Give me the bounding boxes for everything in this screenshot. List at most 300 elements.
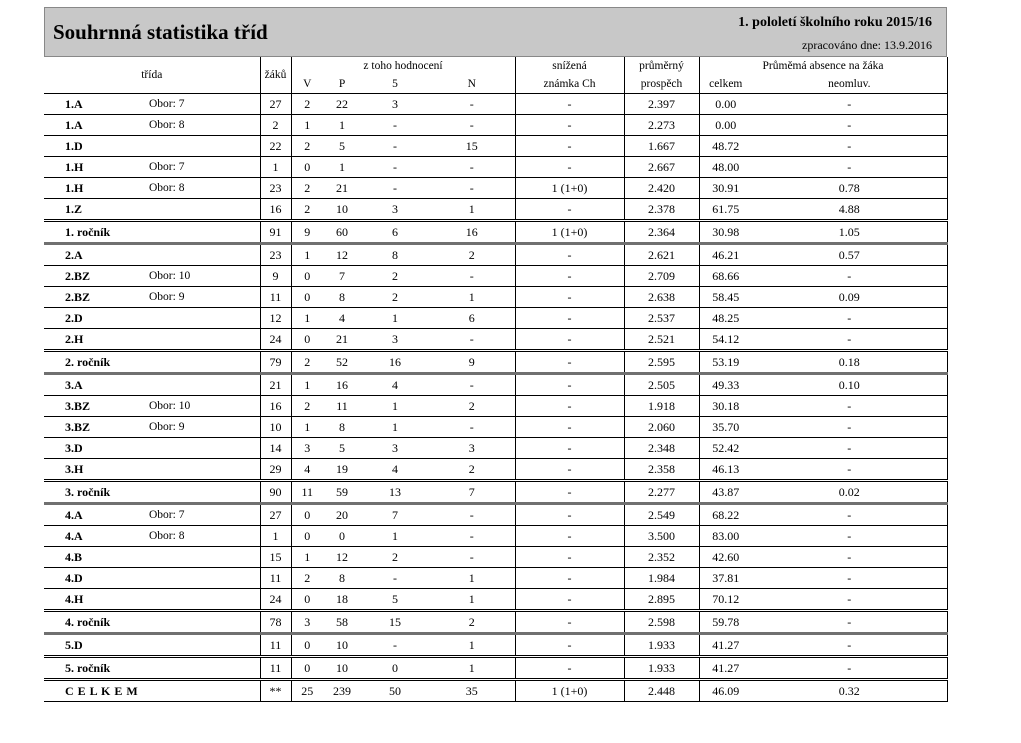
cell-5: 5 — [361, 589, 429, 611]
cell-n: 2 — [429, 396, 515, 417]
class-name: 2.H — [65, 331, 84, 346]
cell-absence-unexcused: - — [752, 417, 947, 438]
cell-reduced: - — [515, 351, 624, 374]
year-summary-row — [44, 611, 947, 634]
cell-5: 3 — [361, 438, 429, 459]
cell-p: 10 — [323, 634, 361, 657]
cell-v: 2 — [291, 94, 323, 115]
cell-avg: 2.352 — [624, 547, 699, 568]
class-name: 4.A — [65, 528, 83, 543]
cell-5: 2 — [361, 266, 429, 287]
table-row — [44, 634, 947, 657]
cell-reduced: - — [515, 438, 624, 459]
cell-p: 19 — [323, 459, 361, 481]
cell-p: 11 — [323, 396, 361, 417]
cell-5: - — [361, 178, 429, 199]
cell-p: 0 — [323, 526, 361, 547]
class-name: 3.BZ — [65, 398, 91, 413]
cell-5: 16 — [361, 351, 429, 374]
cell-absence-total: 46.13 — [699, 459, 752, 481]
cell-class-group — [44, 438, 260, 459]
col-pupils: žáků — [260, 57, 291, 94]
cell-n: - — [429, 329, 515, 351]
cell-v: 9 — [291, 221, 323, 244]
cell-p: 58 — [323, 611, 361, 634]
table-row — [44, 308, 947, 329]
cell-reduced: - — [515, 657, 624, 680]
cell-n: - — [429, 547, 515, 568]
obor-label: Obor: 7 — [149, 98, 185, 110]
table-row — [44, 526, 947, 547]
cell-absence-total: 48.00 — [699, 157, 752, 178]
cell-n: 15 — [429, 136, 515, 157]
cell-absence-unexcused: 0.78 — [752, 178, 947, 199]
obor-label: Obor: 8 — [149, 119, 185, 131]
cell-absence-total: 46.21 — [699, 244, 752, 266]
cell-absence-unexcused: - — [752, 526, 947, 547]
cell-pupils: 1 — [260, 526, 291, 547]
cell-pupils: 1 — [260, 157, 291, 178]
cell-absence-unexcused: - — [752, 157, 947, 178]
cell-class-group — [44, 351, 260, 374]
cell-v: 0 — [291, 329, 323, 351]
cell-pupils: 27 — [260, 94, 291, 115]
cell-avg: 2.667 — [624, 157, 699, 178]
cell-absence-total: 52.42 — [699, 438, 752, 459]
obor-label: Obor: 10 — [149, 270, 191, 282]
cell-absence-unexcused: 1.05 — [752, 221, 947, 244]
cell-5: 1 — [361, 526, 429, 547]
cell-absence-unexcused: - — [752, 308, 947, 329]
cell-pupils: 10 — [260, 417, 291, 438]
cell-absence-total: 46.09 — [699, 680, 752, 702]
table-row — [44, 115, 947, 136]
cell-pupils: 23 — [260, 178, 291, 199]
cell-class-group — [44, 680, 260, 702]
cell-reduced: - — [515, 526, 624, 547]
class-name: 2.BZ — [65, 289, 91, 304]
cell-absence-unexcused: - — [752, 589, 947, 611]
cell-5: 0 — [361, 657, 429, 680]
cell-p: 8 — [323, 287, 361, 308]
cell-v: 3 — [291, 611, 323, 634]
cell-reduced: - — [515, 94, 624, 115]
cell-absence-total: 54.12 — [699, 329, 752, 351]
cell-avg: 2.348 — [624, 438, 699, 459]
cell-absence-total: 43.87 — [699, 481, 752, 504]
cell-pupils: 11 — [260, 634, 291, 657]
year-summary-row — [44, 221, 947, 244]
cell-absence-total: 70.12 — [699, 589, 752, 611]
col-reduced-1: snížená — [515, 57, 624, 75]
cell-pupils: 79 — [260, 351, 291, 374]
cell-avg: 1.933 — [624, 657, 699, 680]
table-row — [44, 266, 947, 287]
class-name: 2. ročník — [65, 354, 111, 369]
obor-label: Obor: 9 — [149, 291, 185, 303]
cell-p: 239 — [323, 680, 361, 702]
report-header — [44, 7, 947, 57]
cell-class-group — [44, 178, 260, 199]
col-avg-1: průměrný — [624, 57, 699, 75]
cell-pupils: 91 — [260, 221, 291, 244]
cell-reduced: - — [515, 547, 624, 568]
cell-class-group — [44, 287, 260, 308]
cell-reduced: - — [515, 589, 624, 611]
class-name: 1. ročník — [65, 224, 111, 239]
cell-absence-total: 53.19 — [699, 351, 752, 374]
cell-p: 5 — [323, 136, 361, 157]
class-name: 3.H — [65, 461, 84, 476]
table-row — [44, 568, 947, 589]
col-absence-total: celkem — [699, 75, 752, 94]
cell-pupils: ** — [260, 680, 291, 702]
cell-reduced: - — [515, 115, 624, 136]
cell-class-group — [44, 589, 260, 611]
cell-pupils: 15 — [260, 547, 291, 568]
cell-p: 60 — [323, 221, 361, 244]
cell-absence-unexcused: - — [752, 547, 947, 568]
cell-n: 1 — [429, 657, 515, 680]
table-body — [44, 94, 947, 702]
cell-5: - — [361, 568, 429, 589]
cell-absence-unexcused: - — [752, 94, 947, 115]
class-name: 2.D — [65, 310, 83, 325]
class-name: 1.H — [65, 159, 84, 174]
table-row — [44, 199, 947, 221]
obor-label: Obor: 7 — [149, 509, 185, 521]
cell-n: - — [429, 178, 515, 199]
cell-p: 59 — [323, 481, 361, 504]
cell-absence-total: 48.72 — [699, 136, 752, 157]
col-p: P — [338, 78, 346, 90]
cell-class-group — [44, 244, 260, 266]
cell-n: - — [429, 94, 515, 115]
cell-reduced: - — [515, 199, 624, 221]
cell-5: 8 — [361, 244, 429, 266]
class-stats-table — [44, 57, 947, 702]
cell-p: 12 — [323, 547, 361, 568]
class-name: 2.A — [65, 247, 83, 262]
cell-avg: 2.420 — [624, 178, 699, 199]
cell-5: 7 — [361, 504, 429, 526]
cell-avg: 2.598 — [624, 611, 699, 634]
cell-n: 1 — [429, 589, 515, 611]
cell-reduced: - — [515, 459, 624, 481]
cell-class-group — [44, 94, 260, 115]
class-name: 3.A — [65, 377, 83, 392]
cell-pupils: 24 — [260, 589, 291, 611]
cell-p: 20 — [323, 504, 361, 526]
class-name: 1.A — [65, 117, 83, 132]
cell-avg: 2.549 — [624, 504, 699, 526]
cell-absence-total: 59.78 — [699, 611, 752, 634]
cell-5: 15 — [361, 611, 429, 634]
obor-label: Obor: 7 — [149, 161, 185, 173]
cell-class-group — [44, 481, 260, 504]
cell-n: - — [429, 374, 515, 396]
table-header — [44, 57, 947, 94]
cell-reduced: 1 (1+0) — [515, 221, 624, 244]
cell-avg: 1.984 — [624, 568, 699, 589]
cell-reduced: - — [515, 504, 624, 526]
cell-5: 50 — [361, 680, 429, 702]
cell-absence-total: 0.00 — [699, 115, 752, 136]
class-name: 4.A — [65, 507, 83, 522]
class-name: 5.D — [65, 637, 83, 652]
report-title: Souhrnná statistika tříd — [53, 20, 268, 44]
cell-reduced: 1 (1+0) — [515, 680, 624, 702]
cell-absence-unexcused: 0.09 — [752, 287, 947, 308]
cell-pupils: 23 — [260, 244, 291, 266]
cell-n: - — [429, 266, 515, 287]
cell-absence-total: 30.18 — [699, 396, 752, 417]
cell-pupils: 24 — [260, 329, 291, 351]
cell-class-group — [44, 374, 260, 396]
cell-pupils: 22 — [260, 136, 291, 157]
table-row — [44, 136, 947, 157]
cell-absence-total: 41.27 — [699, 634, 752, 657]
cell-reduced: - — [515, 266, 624, 287]
cell-5: - — [361, 157, 429, 178]
class-name: 4.B — [65, 549, 83, 564]
table-row — [44, 244, 947, 266]
cell-p: 7 — [323, 266, 361, 287]
class-name: 1.D — [65, 138, 83, 153]
cell-n: - — [429, 157, 515, 178]
cell-v: 0 — [291, 589, 323, 611]
class-name: 1.Z — [65, 201, 83, 216]
cell-pupils: 14 — [260, 438, 291, 459]
col-5: 5 — [392, 78, 398, 90]
cell-5: 13 — [361, 481, 429, 504]
cell-5: 6 — [361, 221, 429, 244]
cell-v: 1 — [291, 115, 323, 136]
school-period: 1. pololetí školního roku 2015/16 — [738, 15, 932, 30]
table-row — [44, 504, 947, 526]
cell-class-group — [44, 459, 260, 481]
cell-absence-unexcused: - — [752, 115, 947, 136]
cell-v: 2 — [291, 568, 323, 589]
col-absence-group: Průměmá absence na žáka — [699, 57, 947, 75]
cell-v: 0 — [291, 157, 323, 178]
cell-absence-unexcused: 0.32 — [752, 680, 947, 702]
cell-reduced: - — [515, 308, 624, 329]
cell-reduced: - — [515, 417, 624, 438]
col-class: třída — [141, 69, 163, 81]
col-absence-unexcused: neomluv. — [828, 78, 871, 90]
cell-avg: 1.667 — [624, 136, 699, 157]
cell-avg: 1.918 — [624, 396, 699, 417]
cell-v: 0 — [291, 526, 323, 547]
cell-absence-total: 83.00 — [699, 526, 752, 547]
cell-reduced: - — [515, 287, 624, 308]
cell-absence-unexcused: - — [752, 136, 947, 157]
cell-class-group — [44, 329, 260, 351]
cell-avg: 2.505 — [624, 374, 699, 396]
cell-absence-unexcused: - — [752, 329, 947, 351]
cell-absence-unexcused: - — [752, 459, 947, 481]
cell-v: 0 — [291, 504, 323, 526]
report — [44, 7, 947, 702]
cell-absence-unexcused: 0.02 — [752, 481, 947, 504]
cell-p: 12 — [323, 244, 361, 266]
cell-p: 16 — [323, 374, 361, 396]
class-name: 4. ročník — [65, 614, 111, 629]
class-name: 5. ročník — [65, 660, 111, 675]
year-summary-row — [44, 657, 947, 680]
cell-v: 0 — [291, 657, 323, 680]
table-row — [44, 459, 947, 481]
cell-pupils: 9 — [260, 266, 291, 287]
cell-avg: 2.537 — [624, 308, 699, 329]
cell-p: 22 — [323, 94, 361, 115]
cell-n: 6 — [429, 308, 515, 329]
cell-absence-total: 41.27 — [699, 657, 752, 680]
cell-avg: 2.521 — [624, 329, 699, 351]
cell-p: 5 — [323, 438, 361, 459]
cell-p: 8 — [323, 568, 361, 589]
cell-p: 1 — [323, 115, 361, 136]
cell-absence-total: 30.98 — [699, 221, 752, 244]
table-row — [44, 438, 947, 459]
cell-v: 0 — [291, 266, 323, 287]
class-name: 1.A — [65, 96, 83, 111]
cell-avg: 2.364 — [624, 221, 699, 244]
cell-5: - — [361, 136, 429, 157]
cell-v: 11 — [291, 481, 323, 504]
cell-n: 3 — [429, 438, 515, 459]
cell-reduced: - — [515, 374, 624, 396]
cell-n: - — [429, 417, 515, 438]
cell-avg: 2.638 — [624, 287, 699, 308]
table-row — [44, 287, 947, 308]
cell-absence-unexcused: - — [752, 396, 947, 417]
cell-n: 9 — [429, 351, 515, 374]
cell-absence-total: 58.45 — [699, 287, 752, 308]
table-row — [44, 374, 947, 396]
class-name: 4.D — [65, 570, 83, 585]
cell-reduced: - — [515, 611, 624, 634]
cell-p: 10 — [323, 657, 361, 680]
cell-n: - — [429, 504, 515, 526]
cell-class-group — [44, 396, 260, 417]
cell-5: 1 — [361, 308, 429, 329]
cell-avg: 2.277 — [624, 481, 699, 504]
cell-absence-unexcused: - — [752, 438, 947, 459]
cell-absence-total: 61.75 — [699, 199, 752, 221]
cell-absence-unexcused: - — [752, 611, 947, 634]
cell-absence-unexcused: - — [752, 504, 947, 526]
cell-p: 18 — [323, 589, 361, 611]
cell-n: 35 — [429, 680, 515, 702]
cell-v: 1 — [291, 374, 323, 396]
cell-absence-unexcused: 0.10 — [752, 374, 947, 396]
cell-5: - — [361, 115, 429, 136]
table-row — [44, 157, 947, 178]
cell-class-group — [44, 266, 260, 287]
cell-pupils: 12 — [260, 308, 291, 329]
obor-label: Obor: 10 — [149, 400, 191, 412]
cell-avg: 3.500 — [624, 526, 699, 547]
cell-p: 10 — [323, 199, 361, 221]
cell-absence-unexcused: 4.88 — [752, 199, 947, 221]
cell-p: 52 — [323, 351, 361, 374]
col-avg-2: prospěch — [624, 75, 699, 94]
cell-pupils: 29 — [260, 459, 291, 481]
cell-reduced: - — [515, 568, 624, 589]
cell-class-group — [44, 634, 260, 657]
cell-absence-unexcused: - — [752, 568, 947, 589]
processed-date: zpracováno dne: 13.9.2016 — [802, 38, 932, 52]
cell-5: 4 — [361, 459, 429, 481]
cell-class-group — [44, 526, 260, 547]
cell-absence-total: 49.33 — [699, 374, 752, 396]
cell-v: 4 — [291, 459, 323, 481]
cell-n: - — [429, 526, 515, 547]
cell-5: 3 — [361, 199, 429, 221]
class-name: 3. ročník — [65, 484, 111, 499]
cell-v: 1 — [291, 417, 323, 438]
cell-n: 2 — [429, 459, 515, 481]
table-row — [44, 329, 947, 351]
cell-class-group — [44, 136, 260, 157]
cell-5: - — [361, 634, 429, 657]
cell-pupils: 21 — [260, 374, 291, 396]
cell-absence-total: 68.66 — [699, 266, 752, 287]
cell-absence-total: 48.25 — [699, 308, 752, 329]
cell-n: 7 — [429, 481, 515, 504]
cell-class-group — [44, 504, 260, 526]
cell-p: 21 — [323, 178, 361, 199]
cell-reduced: - — [515, 329, 624, 351]
cell-5: 1 — [361, 396, 429, 417]
cell-reduced: - — [515, 157, 624, 178]
cell-v: 1 — [291, 308, 323, 329]
cell-class-group — [44, 657, 260, 680]
cell-avg: 2.595 — [624, 351, 699, 374]
class-name: 4.H — [65, 591, 84, 606]
cell-class-group — [44, 611, 260, 634]
cell-pupils: 11 — [260, 568, 291, 589]
cell-class-group — [44, 308, 260, 329]
cell-v: 0 — [291, 634, 323, 657]
cell-n: 2 — [429, 611, 515, 634]
cell-p: 21 — [323, 329, 361, 351]
cell-absence-total: 35.70 — [699, 417, 752, 438]
cell-class-group — [44, 199, 260, 221]
cell-p: 4 — [323, 308, 361, 329]
cell-absence-unexcused: - — [752, 634, 947, 657]
cell-v: 1 — [291, 547, 323, 568]
col-grades-group: z toho hodnocení — [291, 57, 515, 75]
cell-v: 1 — [291, 244, 323, 266]
cell-class-group — [44, 157, 260, 178]
cell-pupils: 11 — [260, 287, 291, 308]
cell-avg: 2.397 — [624, 94, 699, 115]
cell-pupils: 78 — [260, 611, 291, 634]
table-row — [44, 589, 947, 611]
cell-n: 1 — [429, 568, 515, 589]
table-row — [44, 178, 947, 199]
obor-label: Obor: 8 — [149, 182, 185, 194]
cell-absence-total: 37.81 — [699, 568, 752, 589]
cell-n: 2 — [429, 244, 515, 266]
year-summary-row — [44, 351, 947, 374]
cell-p: 8 — [323, 417, 361, 438]
cell-n: 16 — [429, 221, 515, 244]
cell-v: 25 — [291, 680, 323, 702]
